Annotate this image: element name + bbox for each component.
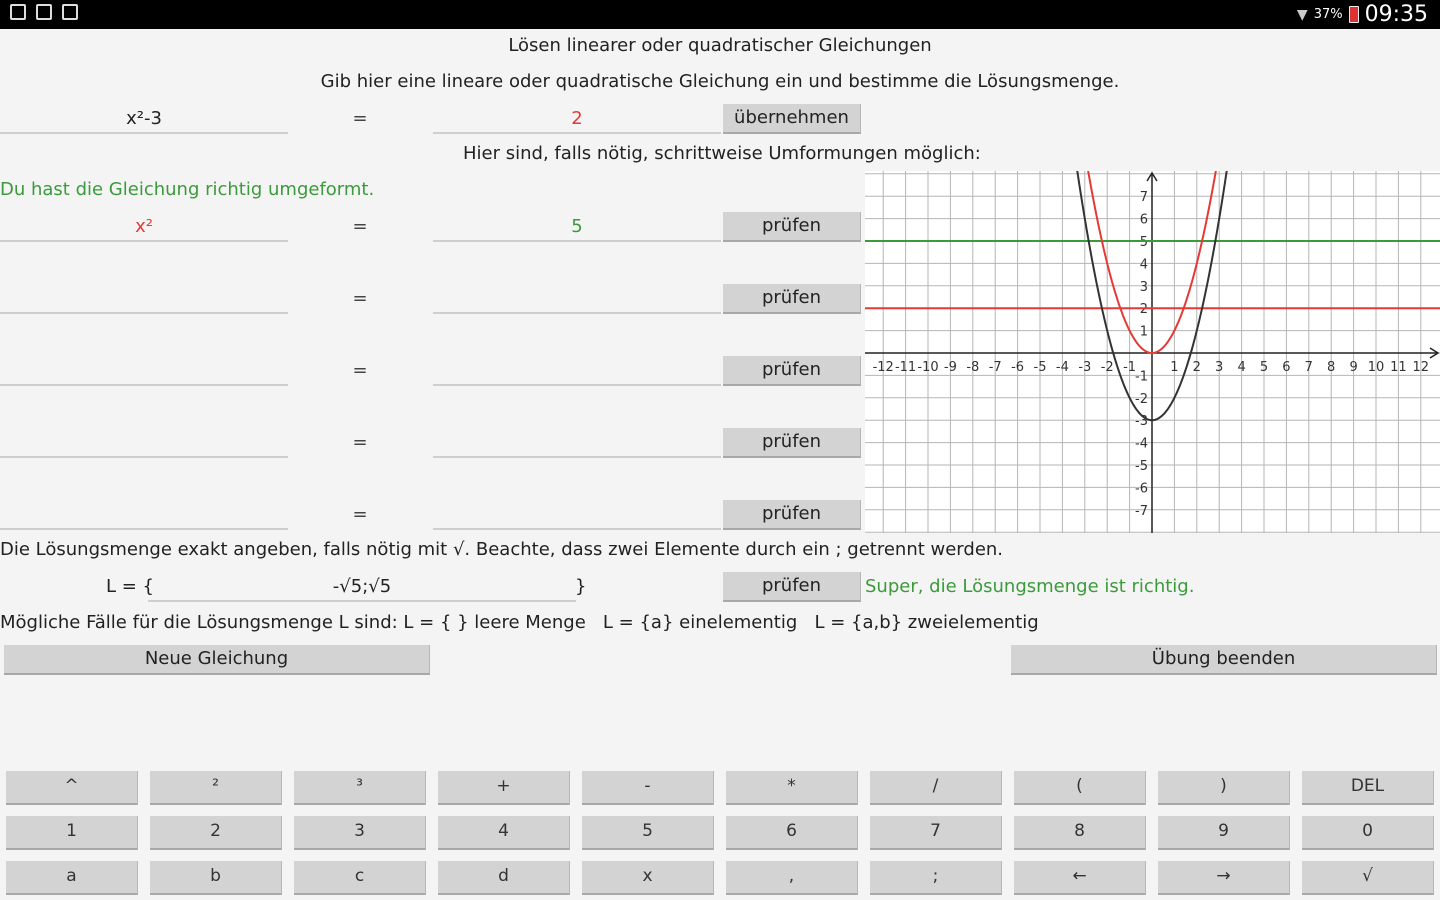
x-tick-label: -6 <box>1011 360 1025 375</box>
key-cursor-right[interactable]: → <box>1158 861 1290 895</box>
key-close-paren[interactable]: ) <box>1158 771 1290 805</box>
key-8[interactable]: 8 <box>1014 816 1146 850</box>
step-4-left-input[interactable] <box>0 428 288 458</box>
y-tick-label: 7 <box>1139 190 1148 206</box>
key-2[interactable]: 2 <box>150 816 282 850</box>
key-3[interactable]: 3 <box>294 816 426 850</box>
keyboard-icon <box>62 4 78 20</box>
y-tick-label: -4 <box>1135 436 1148 452</box>
battery-percent: 37% <box>1313 7 1343 22</box>
battery-icon <box>1349 6 1359 23</box>
key-9[interactable]: 9 <box>1158 816 1290 850</box>
x-tick-label: -5 <box>1033 360 1047 375</box>
key-1[interactable]: 1 <box>6 816 138 850</box>
new-equation-button[interactable]: Neue Gleichung <box>4 645 430 675</box>
key-6[interactable]: 6 <box>726 816 858 850</box>
y-tick-label: 4 <box>1139 257 1148 273</box>
steps-hint: Hier sind, falls nötig, schrittweise Umformungen möglich: <box>463 143 981 164</box>
x-tick-label: 8 <box>1327 360 1336 375</box>
y-tick-label: 3 <box>1139 279 1148 295</box>
x-tick-label: -2 <box>1100 360 1114 375</box>
x-tick-label: 6 <box>1282 360 1291 375</box>
y-tick-label: 6 <box>1139 212 1148 228</box>
cases-hint: Mögliche Fälle für die Lösungsmenge L sind: L = { } leere Menge L = {a} einelementig L = {a,b} zweielementig <box>0 612 1039 633</box>
page-title: Lösen linearer oder quadratischer Gleichungen <box>508 35 932 56</box>
key-x[interactable]: x <box>582 861 714 895</box>
step-1-left-input[interactable]: x² <box>0 212 288 242</box>
step-2-equals: = <box>352 288 368 309</box>
solution-prefix: L = { <box>106 576 155 597</box>
key-open-paren[interactable]: ( <box>1014 771 1146 805</box>
y-tick-label: 1 <box>1139 324 1148 340</box>
x-tick-label: 10 <box>1367 360 1385 375</box>
key-caret[interactable]: ^ <box>6 771 138 805</box>
x-tick-label: -10 <box>917 360 939 375</box>
step-4-check-button[interactable]: prüfen <box>723 428 861 458</box>
graph-canvas <box>865 171 1440 533</box>
y-tick-label: 5 <box>1139 235 1148 250</box>
y-tick-label: -3 <box>1135 414 1148 430</box>
x-tick-label: -9 <box>943 360 957 375</box>
status-right <box>1297 2 1428 27</box>
key-0[interactable]: 0 <box>1302 816 1434 850</box>
y-tick-label: 2 <box>1139 302 1148 318</box>
key-c[interactable]: c <box>294 861 426 895</box>
x-tick-label: 11 <box>1390 360 1407 375</box>
step-5-equals: = <box>352 504 368 525</box>
key-cubed[interactable]: ³ <box>294 771 426 805</box>
step-3-left-input[interactable] <box>0 356 288 386</box>
step-2-check-button[interactable]: prüfen <box>723 284 861 314</box>
step-3-equals: = <box>352 360 368 381</box>
y-tick-label: -6 <box>1135 481 1148 497</box>
y-tick-label: -7 <box>1135 503 1148 519</box>
step-5-left-input[interactable] <box>0 500 288 530</box>
x-tick-label: -3 <box>1078 360 1092 375</box>
steps-feedback: Du hast die Gleichung richtig umgeformt. <box>0 179 375 200</box>
key-sqrt[interactable]: √ <box>1302 861 1434 895</box>
x-tick-label: -1 <box>1123 360 1137 375</box>
equals-sign: = <box>352 108 368 129</box>
y-tick-label: -1 <box>1135 369 1148 385</box>
key-squared[interactable]: ² <box>150 771 282 805</box>
usb-icon <box>10 4 26 20</box>
key-delete[interactable]: DEL <box>1302 771 1434 805</box>
step-4-equals: = <box>352 432 368 453</box>
notification-icons <box>10 4 78 20</box>
clock: 09:35 <box>1364 2 1428 27</box>
equation-left-input[interactable]: x²-3 <box>0 104 288 134</box>
key-cursor-left[interactable]: ← <box>1014 861 1146 895</box>
equation-right-input[interactable]: 2 <box>433 104 721 134</box>
step-1-check-button[interactable]: prüfen <box>723 212 861 242</box>
image-icon <box>36 4 52 20</box>
step-4-right-input[interactable] <box>433 428 721 458</box>
x-tick-label: -8 <box>966 360 980 375</box>
x-tick-label: -12 <box>872 360 894 375</box>
x-tick-label: -11 <box>894 360 917 375</box>
x-tick-label: -7 <box>988 360 1002 375</box>
key-a[interactable]: a <box>6 861 138 895</box>
key-plus[interactable]: + <box>438 771 570 805</box>
x-tick-label: 3 <box>1215 360 1224 375</box>
x-tick-label: 12 <box>1412 360 1430 375</box>
step-3-right-input[interactable] <box>433 356 721 386</box>
step-2-right-input[interactable] <box>433 284 721 314</box>
step-2-left-input[interactable] <box>0 284 288 314</box>
key-4[interactable]: 4 <box>438 816 570 850</box>
key-comma[interactable]: , <box>726 861 858 895</box>
end-exercise-button[interactable]: Übung beenden <box>1011 645 1437 675</box>
instruction-text: Gib hier eine lineare oder quadratische Gleichung ein und bestimme die Lösungsmenge. <box>320 71 1120 92</box>
step-5-right-input[interactable] <box>433 500 721 530</box>
apply-button[interactable]: übernehmen <box>723 104 861 134</box>
step-3-check-button[interactable]: prüfen <box>723 356 861 386</box>
status-bar <box>0 0 1440 29</box>
solution-input[interactable]: -√5;√5 <box>148 572 576 602</box>
y-tick-label: -2 <box>1135 391 1148 407</box>
solution-check-button[interactable]: prüfen <box>723 572 861 602</box>
function-graph <box>865 171 1440 533</box>
key-minus[interactable]: - <box>582 771 714 805</box>
step-5-check-button[interactable]: prüfen <box>723 500 861 530</box>
x-tick-label: 9 <box>1349 360 1358 375</box>
x-tick-label: 1 <box>1170 360 1179 375</box>
key-5[interactable]: 5 <box>582 816 714 850</box>
solution-suffix: } <box>575 576 587 597</box>
x-tick-label: -4 <box>1055 360 1069 375</box>
y-tick-label: -5 <box>1135 459 1148 474</box>
x-tick-label: 5 <box>1259 360 1269 375</box>
key-semicolon[interactable]: ; <box>870 861 1002 895</box>
x-tick-label: 4 <box>1237 360 1246 375</box>
solution-hint: Die Lösungsmenge exakt angeben, falls nötig mit √. Beachte, dass zwei Elemente durch ein ; getrennt werden. <box>0 539 1004 560</box>
key-d[interactable]: d <box>438 861 570 895</box>
key-b[interactable]: b <box>150 861 282 895</box>
key-multiply[interactable]: * <box>726 771 858 805</box>
x-tick-label: 7 <box>1304 360 1313 375</box>
key-7[interactable]: 7 <box>870 816 1002 850</box>
step-1-equals: = <box>352 216 368 237</box>
solution-feedback: Super, die Lösungsmenge ist richtig. <box>865 576 1195 597</box>
wifi-icon: ▼ <box>1296 6 1308 23</box>
key-divide[interactable]: / <box>870 771 1002 805</box>
step-1-right-input[interactable]: 5 <box>433 212 721 242</box>
x-tick-label: 2 <box>1192 360 1201 375</box>
